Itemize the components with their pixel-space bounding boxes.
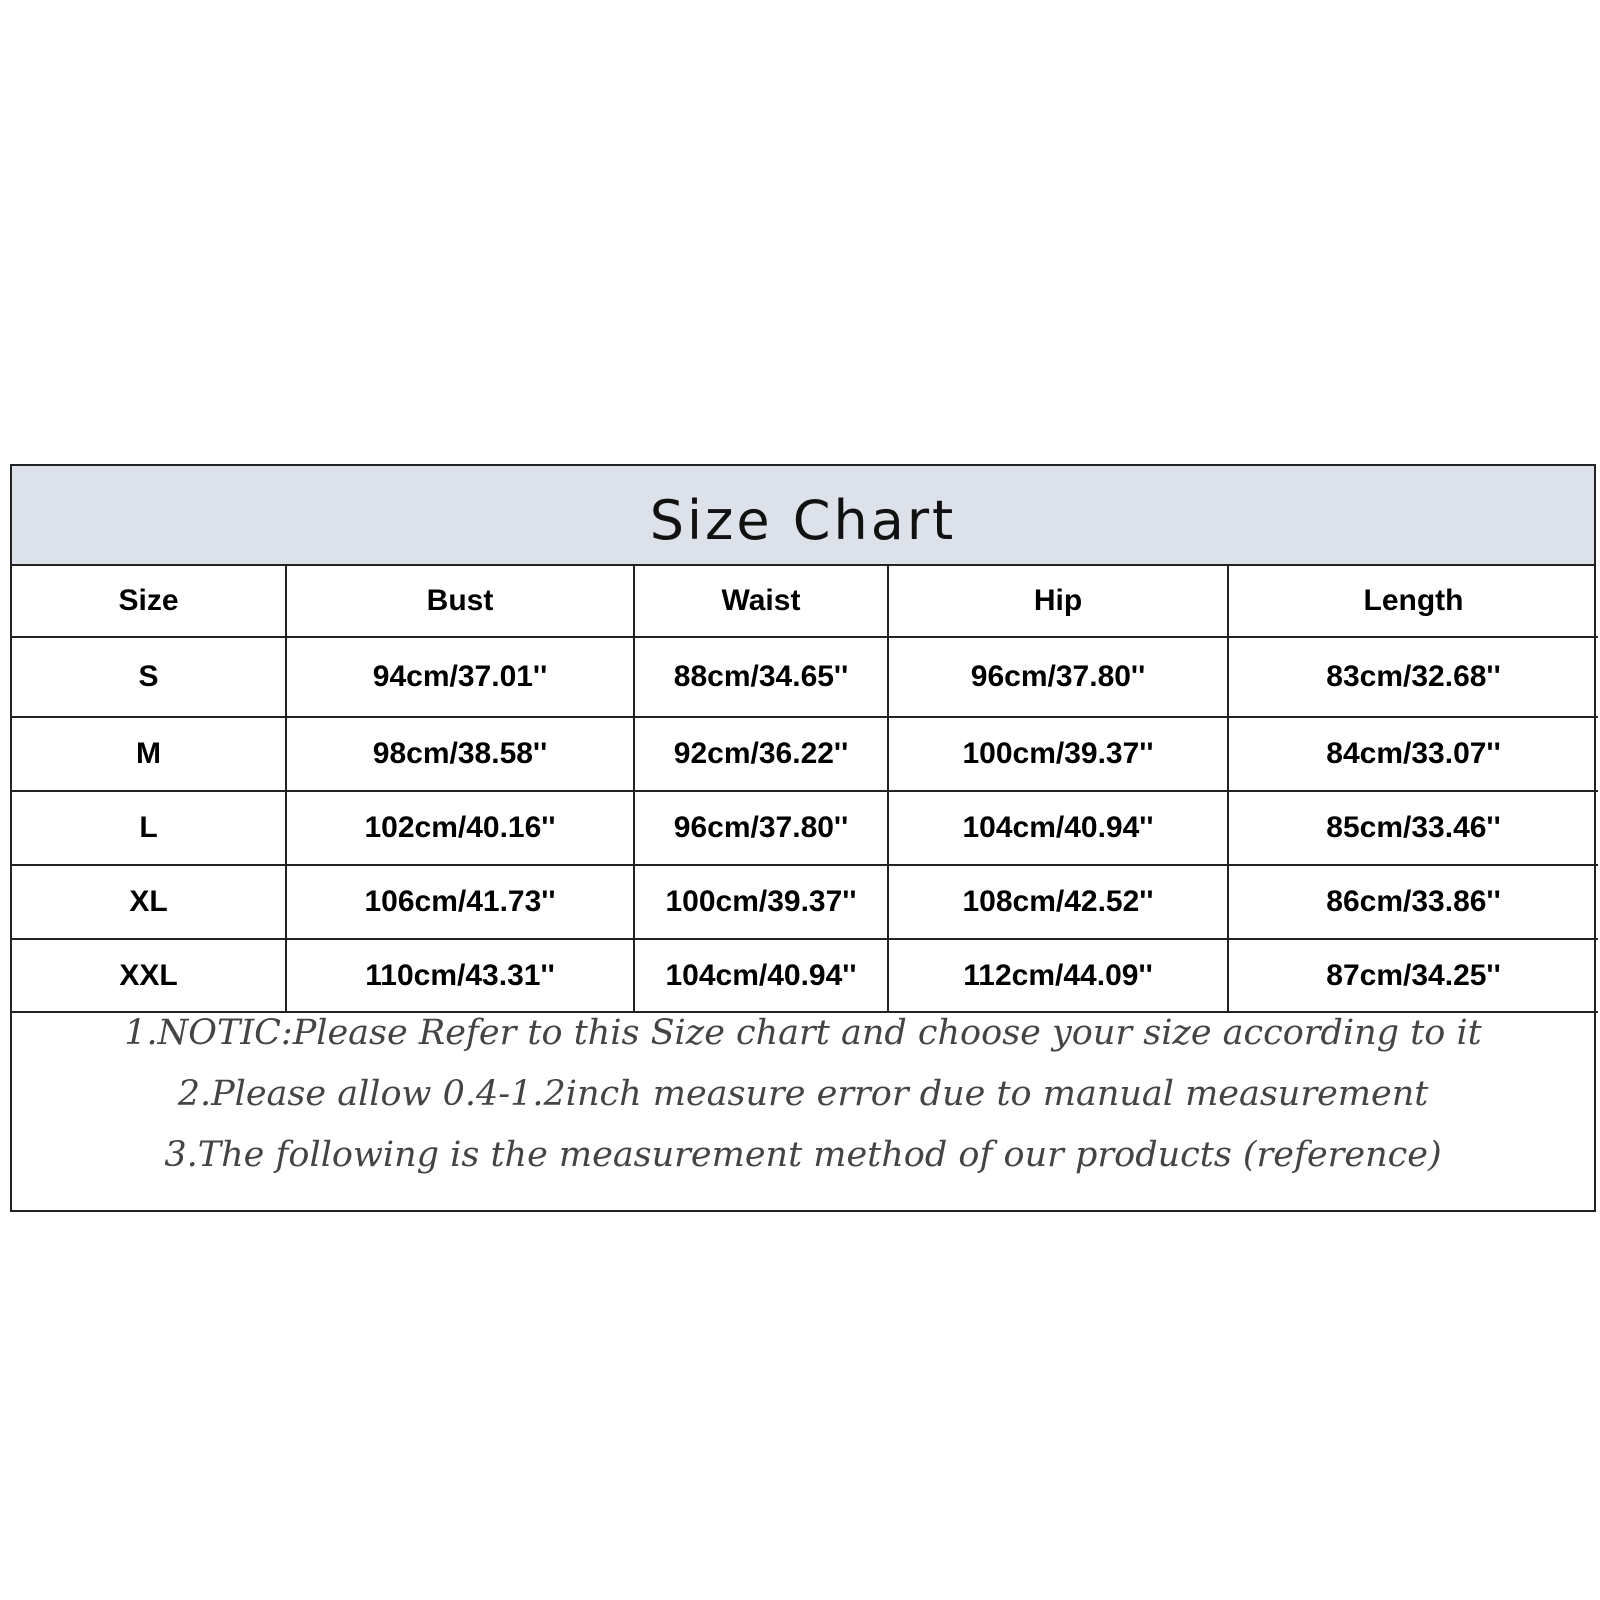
header-hip: Hip [888, 566, 1228, 637]
cell-length: 84cm/33.07'' [1228, 717, 1598, 791]
cell-waist: 104cm/40.94'' [634, 939, 888, 1012]
table-row [12, 637, 1598, 717]
table-row [12, 865, 1598, 939]
cell-size: XXL [12, 939, 286, 1012]
cell-size: S [12, 637, 286, 717]
cell-waist: 100cm/39.37'' [634, 865, 888, 939]
header-bust: Bust [286, 566, 634, 637]
title-bar [12, 466, 1594, 566]
cell-size: L [12, 791, 286, 865]
header-waist: Waist [634, 566, 888, 637]
cell-length: 87cm/34.25'' [1228, 939, 1598, 1012]
cell-bust: 94cm/37.01'' [286, 637, 634, 717]
notes-section [12, 1003, 1594, 1186]
cell-waist: 88cm/34.65'' [634, 637, 888, 717]
cell-hip: 108cm/42.52'' [888, 865, 1228, 939]
cell-hip: 100cm/39.37'' [888, 717, 1228, 791]
size-chart [10, 464, 1596, 1212]
cell-bust: 106cm/41.73'' [286, 865, 634, 939]
note-line: 3.The following is the measurement method of our products (reference) [164, 1135, 1442, 1175]
table-row [12, 939, 1598, 1012]
cell-bust: 110cm/43.31'' [286, 939, 634, 1012]
table-header-row [12, 566, 1598, 637]
cell-size: XL [12, 865, 286, 939]
cell-bust: 98cm/38.58'' [286, 717, 634, 791]
cell-length: 85cm/33.46'' [1228, 791, 1598, 865]
cell-size: M [12, 717, 286, 791]
cell-length: 86cm/33.86'' [1228, 865, 1598, 939]
header-size: Size [12, 566, 286, 637]
table-row [12, 717, 1598, 791]
cell-hip: 96cm/37.80'' [888, 637, 1228, 717]
size-table [12, 566, 1598, 1013]
cell-hip: 112cm/44.09'' [888, 939, 1228, 1012]
chart-title: Size Chart [649, 488, 957, 552]
cell-waist: 92cm/36.22'' [634, 717, 888, 791]
note-line: 1.NOTIC:Please Refer to this Size chart and choose your size according to it [124, 1013, 1482, 1053]
cell-bust: 102cm/40.16'' [286, 791, 634, 865]
cell-waist: 96cm/37.80'' [634, 791, 888, 865]
table-row [12, 791, 1598, 865]
header-length: Length [1228, 566, 1598, 637]
cell-length: 83cm/32.68'' [1228, 637, 1598, 717]
cell-hip: 104cm/40.94'' [888, 791, 1228, 865]
note-line: 2.Please allow 0.4-1.2inch measure error due to manual measurement [177, 1074, 1429, 1114]
